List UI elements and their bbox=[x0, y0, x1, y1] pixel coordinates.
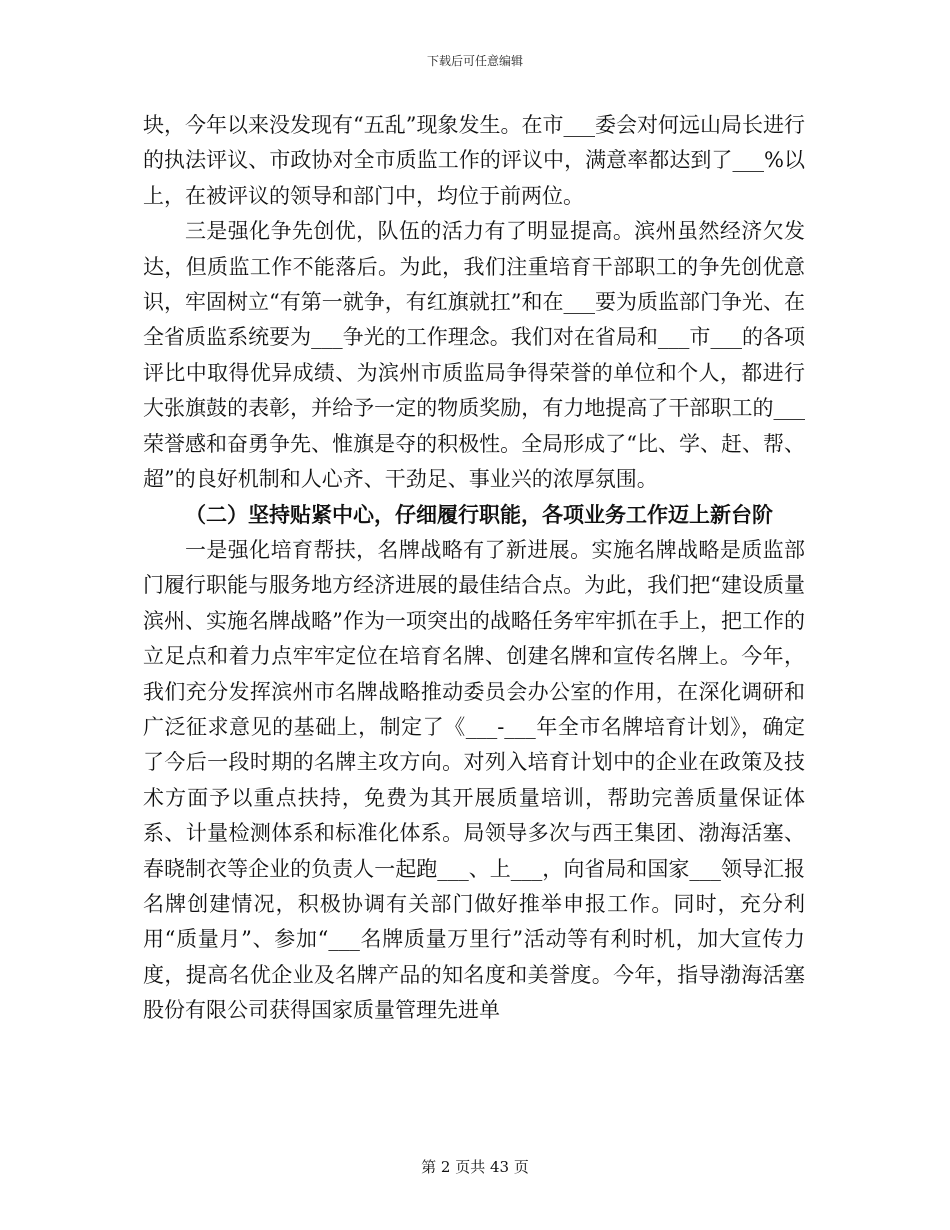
section-heading: （二）坚持贴紧中心，仔细履行职能，各项业务工作迈上新台阶 bbox=[185, 502, 773, 528]
page-footer: 第 2 页共 43 页 bbox=[421, 1158, 529, 1176]
paragraph: 一是强化培育帮扶，名牌战略有了新进展。实施名牌战略是质监部门履行职能与服务地方经济进展的最佳结合点。为此，我们把“建设质量滨州、实施名牌战略”作为一项突出的战略任务牢牢抓在手上，把工作的立足点和着力点牢牢定位在培育名牌、创建名牌和宣传名牌上。今年，我们充分发挥滨州市名牌战略推动委员会办公室的作用，在深化调研和广泛征求意见的基础上，制定了《___-___年全市名牌培育计划》，确定了今后一段时期的名牌主攻方向。对列入培育计划中的企业在政策及技术方面予以重点扶持，免费为其开展质量培训，帮助完善质量保证体系、计量检测体系和标准化体系。局领导多次与西王集团、渤海活塞、春晓制衣等企业的负责人一起跑___、上___，向省局和国家___领导汇报名牌创建情况，积极协调有关部门做好推举申报工作。同时，充分利用“质量月”、参加“___名牌质量万里行”活动等有利时机，加大宣传力度，提高名优企业及名牌产品的知名度和美誉度。今年，指导渤海活塞股份有限公司获得国家质量管理先进单 bbox=[143, 537, 805, 1023]
document-body bbox=[143, 108, 805, 1029]
paragraph: 三是强化争先创优，队伍的活力有了明显提高。滨州虽然经济欠发达，但质监工作不能落后。为此，我们注重培育干部职工的争先创优意识，牢固树立“有第一就争，有红旗就扛”和在___要为质监部门争光、在全省质监系统要为___争光的工作理念。我们对在省局和___市___的各项评比中取得优异成绩、为滨州市质监局争得荣誉的单位和个人，都进行大张旗鼓的表彰，并给予一定的物质奖励，有力地提高了干部职工的___荣誉感和奋勇争先、惟旗是夺的积极性。全局形成了“比、学、赶、帮、超”的良好机制和人心齐、干劲足、事业兴的浓厚氛围。 bbox=[143, 219, 805, 492]
paragraph: 块，今年以来没发现有“五乱”现象发生。在市___委会对何远山局长进行的执法评议、市政协对全市质监工作的评议中，满意率都达到了___%以上，在被评议的领导和部门中，均位于前两位。 bbox=[143, 113, 805, 208]
page-header: 下载后可任意编辑 bbox=[426, 54, 523, 68]
